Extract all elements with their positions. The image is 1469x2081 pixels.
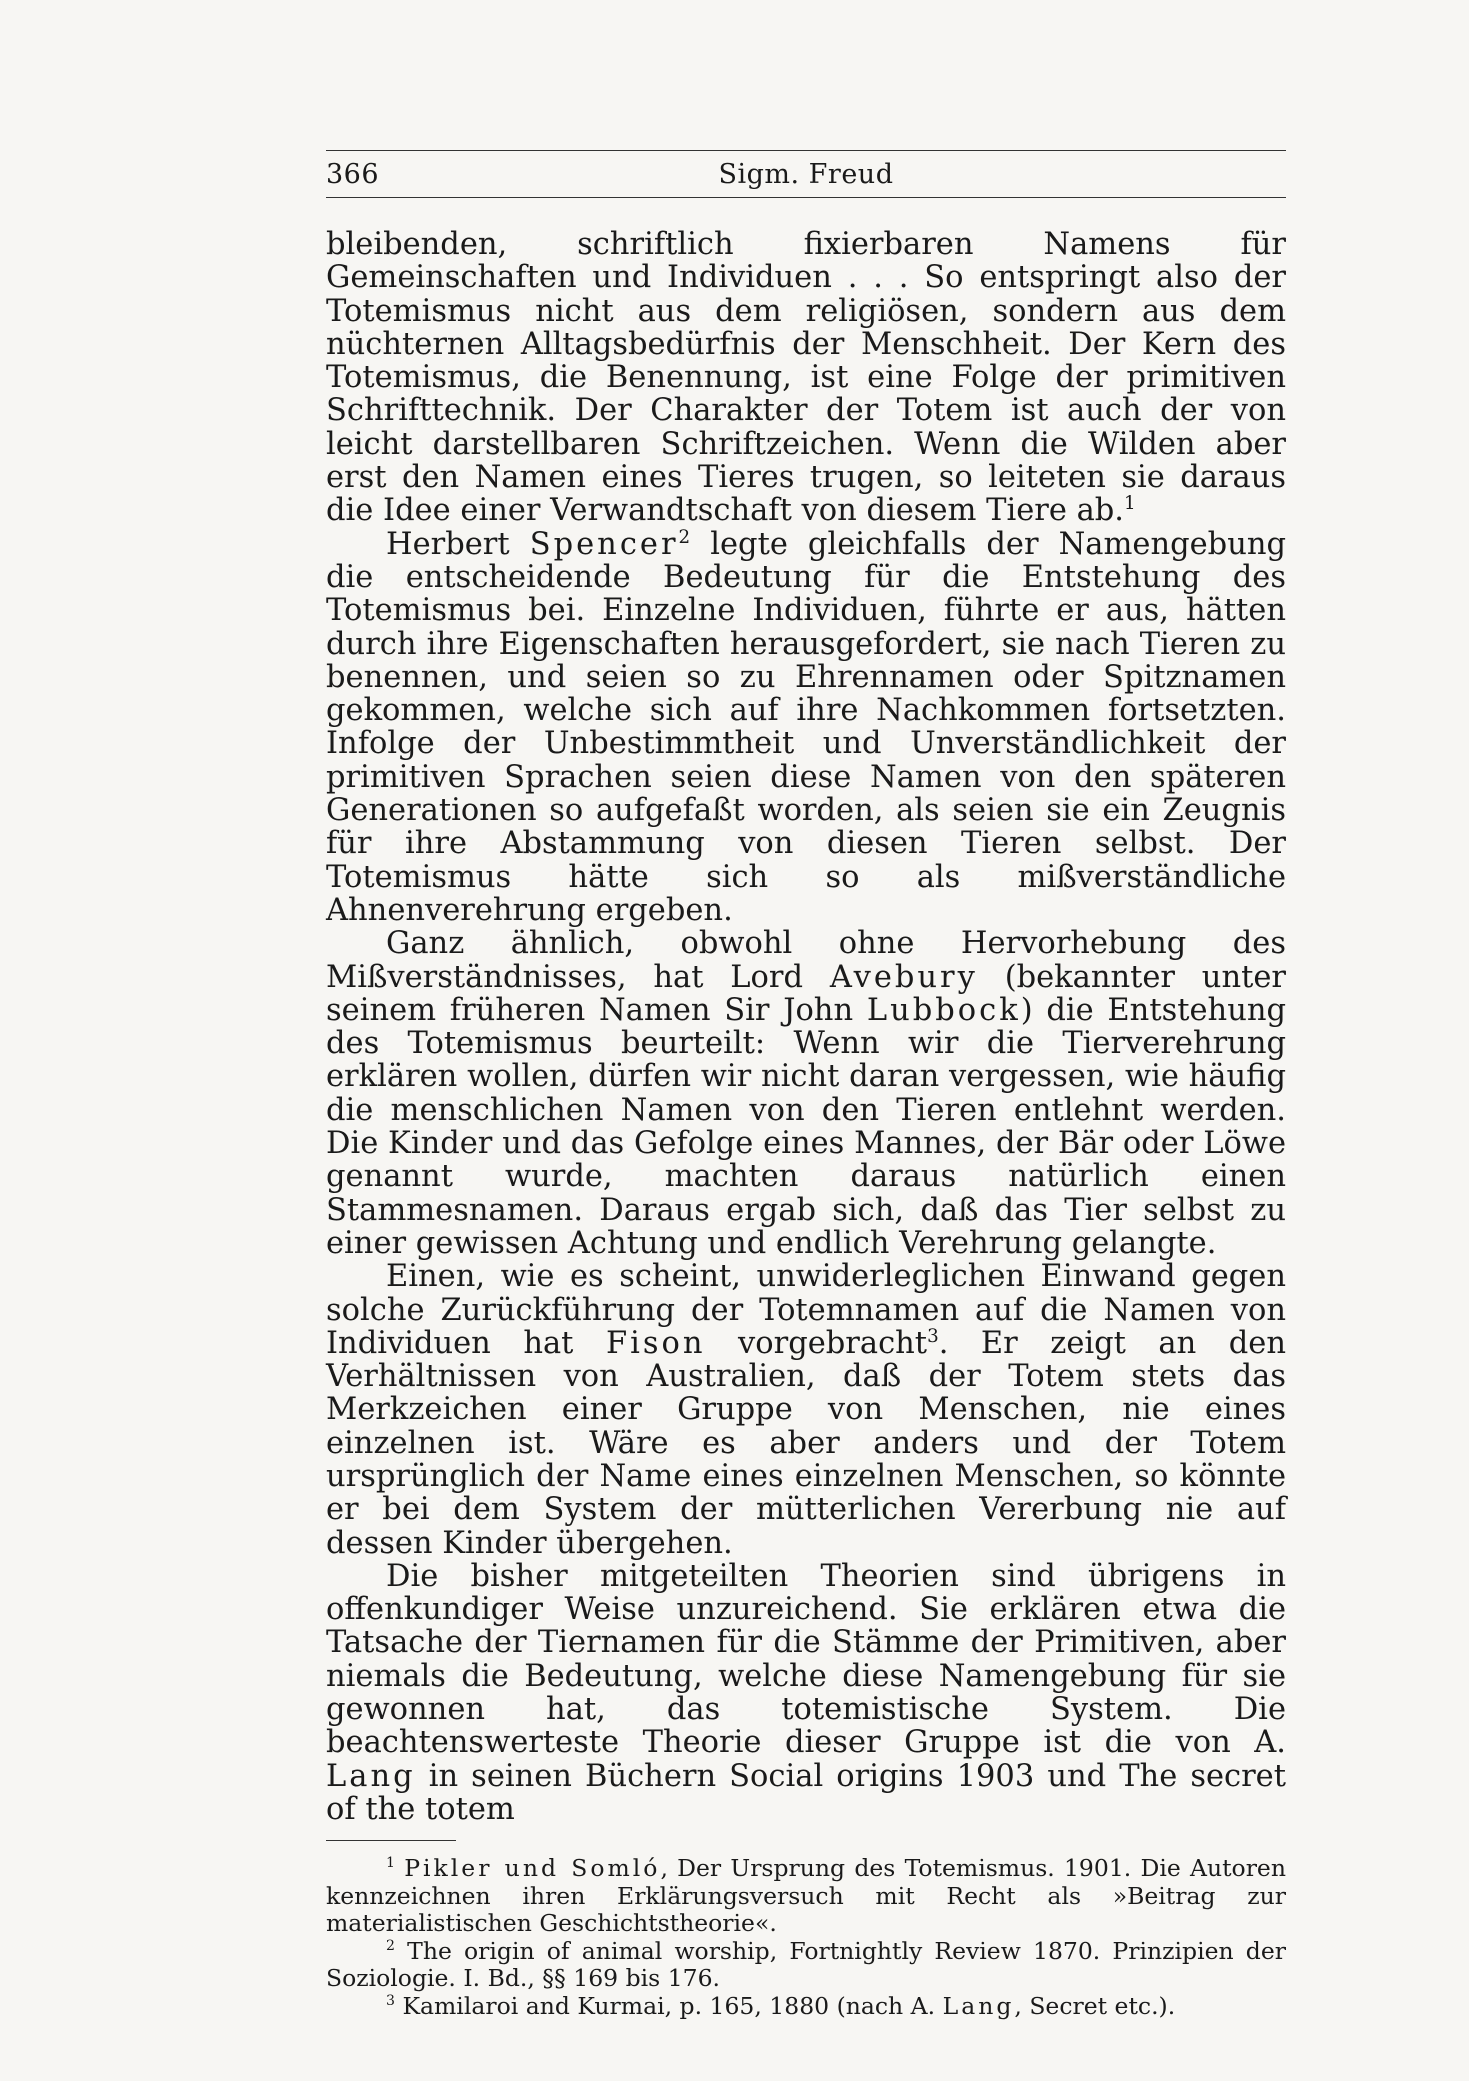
author-name: Lang (942, 1991, 1015, 2020)
author-name: Lang (326, 1758, 416, 1794)
paragraph: Herbert Spencer$^2$ legte gleichfalls der Namengebung die entscheidende Bedeutung für die Entstehung des Totemismus bei. Einzelne Individuen, führte er aus, hätten durch ihre Eigenschaften herausgefordert, sie nach Tieren zu benennen, und seien so zu Ehrennamen oder Spitznamen gekommen, welche sich auf ihre Nachkommen fortsetzten. Infolge der Unbestimmtheit und Unverständlichkeit der primitiven Sprachen seien diese Namen von den späteren Generationen so aufgefaßt worden, als seien sie ein Zeugnis für ihre Abstammung von diesen Tieren selbst. Der Totemismus hätte sich so als mißverständliche Ahnenverehrung ergeben. (326, 526, 1287, 928)
author-name: Avebury (829, 959, 978, 995)
paragraph: Die bisher mitgeteilten Theorien sind übrigens in offenkundiger Weise unzureichend. Sie erklären etwa die Tatsache der Tiernamen für die Stämme der Primitiven, aber niemals die Bedeutung, welche diese Namengebung für sie gewonnen hat, das totemistische System. Die beachtenswerteste Theorie dieser Gruppe ist die von A. Lang in seinen Büchern Social origins 1903 und The secret of the totem (326, 1558, 1286, 1827)
footnote-ref: 3 (927, 1325, 939, 1347)
running-title: Sigm. Freud (718, 158, 894, 190)
footnote-ref: 2 (678, 526, 691, 548)
paragraph: bleibenden, schriftlich fixierbaren Namens für Gemeinschaften und Individuen . . . So entspringt also der Totemismus nicht aus dem religiösen, sondern aus dem nüchternen Alltagsbedürfnis der Menschheit. Der Kern des Totemismus, die Benennung, ist eine Folge der primitiven Schrifttechnik. Der Charakter der Totem ist auch der von leicht darstellbaren Schriftzeichen. Wenn die Wilden aber erst den Namen eines Tieres trugen, so leiteten sie daraus die Idee einer Verwandtschaft von diesem Tiere ab.$^1$ (326, 227, 1286, 529)
author-name: Spencer (529, 526, 679, 562)
author-name: Pikler und Somló (404, 1854, 661, 1883)
footnote-ref: 1 (1124, 493, 1136, 515)
footnote: $^2$ The origin of animal worship, Fortnightly Review 1870. Prinzipien der Soziologie. I. Bd., §§ 169 bis 176. (326, 1936, 1286, 1993)
running-header (326, 151, 1286, 197)
body-text (326, 228, 1286, 1826)
page-number: 366 (326, 158, 380, 190)
paragraph: Einen, wie es scheint, unwiderleglichen Einwand gegen solche Zurückführung der Totemnamen auf die Namen von Individuen hat Fison vorgebracht$^3$. Er zeigt an den Verhältnissen von Australien, daß der Totem stets das Merkzeichen einer Gruppe von Menschen, nie eines einzelnen ist. Wäre es aber anders und der Totem ursprünglich der Name eines einzelnen Menschen, so könnte er bei dem System der mütterlichen Vererbung nie auf dessen Kinder übergehen. (326, 1259, 1286, 1561)
footnote: $^3$ Kamilaroi and Kurmai, p. 165, 1880 (nach A. Lang, Secret etc.). (386, 1991, 1176, 2020)
header-bottom-rule (326, 197, 1286, 198)
footnote: $^1$ Pikler und Somló, Der Ursprung des Totemismus. 1901. Die Autoren kennzeichnen ihren Erklärungsversuch mit Recht als »Beitrag zur materialistischen Geschichtstheorie«. (326, 1854, 1286, 1938)
page (326, 150, 1286, 2020)
footnotes (326, 1855, 1286, 2020)
author-name: Fison (605, 1325, 706, 1361)
footnote-separator (326, 1840, 456, 1841)
paragraph: Ganz ähnlich, obwohl ohne Hervorhebung des Mißverständnisses, hat Lord Avebury (bekannter unter seinem früheren Namen Sir John Lubbock) die Entstehung des Totemismus beurteilt: Wenn wir die Tierverehrung erklären wollen, dürfen wir nicht daran vergessen, wie häufig die menschlichen Namen von den Tieren entlehnt werden. Die Kinder und das Gefolge eines Mannes, der Bär oder Löwe genannt wurde, machten daraus natürlich einen Stammesnamen. Daraus ergab sich, daß das Tier selbst zu einer gewissen Achtung und endlich Verehrung gelangte. (326, 926, 1286, 1261)
author-name: Lubbock (866, 992, 1021, 1028)
